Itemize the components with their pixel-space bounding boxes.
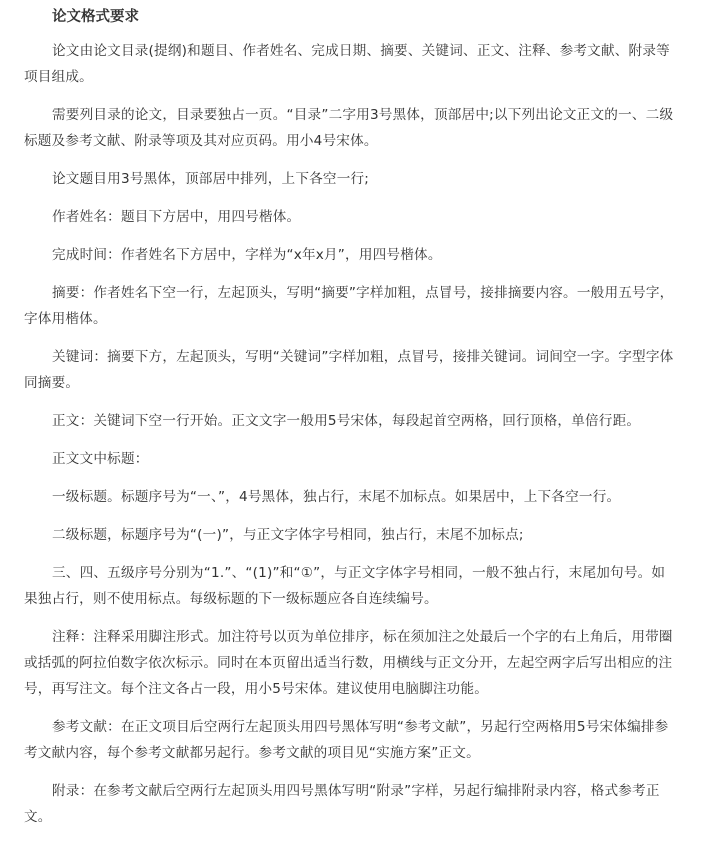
paragraph-completion-date: 完成时间：作者姓名下方居中，字样为“x年x月”，用四号楷体。 — [52, 247, 442, 263]
document-title: 论文格式要求 — [52, 9, 139, 25]
paragraph-references: 参考文献：在正文项目后空两行左起顶头用四号黑体写明“参考文献”，另起行空两格用5号宋体编排参考文献内容，每个参考文献都另起行。参考文献的项目见“实施方案”正文。 — [24, 719, 669, 761]
paragraph-level1-heading: 一级标题。标题序号为“一、”，4号黑体，独占行，末尾不加标点。如果居中，上下各空一行。 — [52, 489, 621, 505]
paragraph-keywords: 关键词：摘要下方，左起顶头，写明“关键词”字样加粗，点冒号，接排关键词。词间空一字。字型字体同摘要。 — [24, 349, 674, 391]
paragraph-paper-title: 论文题目用3号黑体，顶部居中排列，上下各空一行; — [52, 171, 370, 187]
paragraph-table-of-contents: 需要列目录的论文，目录要独占一页。“目录”二字用3号黑体，顶部居中;以下列出论文正文的一、二级标题及参考文献、附录等项及其对应页码。用小4号宋体。 — [24, 107, 674, 149]
paragraph-headings-intro: 正文文中标题： — [52, 451, 149, 467]
paragraph-level3-5-headings: 三、四、五级序号分别为“1.”、“(1)”和“①”，与正文字体字号相同，一般不独占行，末尾加句号。如果独占行，则不使用标点。每级标题的下一级标题应各自连续编号。 — [24, 565, 666, 607]
paragraph-notes: 注释：注释采用脚注形式。加注符号以页为单位排序，标在须加注之处最后一个字的右上角后，用带圈或括弧的阿拉伯数字依次标示。同时在本页留出适当行数，用横线与正文分开，左起空两字后写出相应的注号，再写注文。每个注文各占一段，用小5号宋体。建议使用电脑脚注功能。 — [24, 629, 673, 697]
paragraph-level2-heading: 二级标题，标题序号为“(一)”，与正文字体字号相同，独占行，末尾不加标点; — [52, 527, 524, 543]
paragraph-body-text: 正文：关键词下空一行开始。正文文字一般用5号宋体，每段起首空两格，回行顶格，单倍行距。 — [52, 413, 641, 429]
paragraph-abstract: 摘要：作者姓名下空一行，左起顶头，写明“摘要”字样加粗，点冒号，接排摘要内容。一般用五号字，字体用楷体。 — [24, 285, 674, 327]
paragraph-appendix: 附录：在参考文献后空两行左起顶头用四号黑体写明“附录”字样，另起行编排附录内容，格式参考正文。 — [24, 783, 660, 825]
paragraph-author-name: 作者姓名：题目下方居中，用四号楷体。 — [52, 209, 301, 225]
paragraph-composition: 论文由论文目录(提纲)和题目、作者姓名、完成日期、摘要、关键词、正文、注释、参考文献、附录等项目组成。 — [24, 43, 670, 85]
